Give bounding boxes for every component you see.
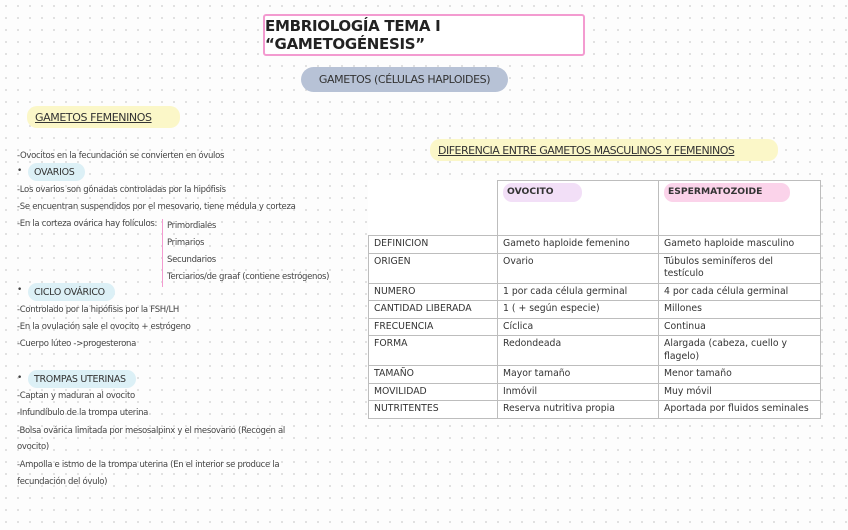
- ovarios-line: -Los ovarios son gónadas controladas por la hipófisis: [17, 185, 226, 195]
- espermatozoide-cell: Menor tamaño: [659, 366, 821, 384]
- ovocito-cell: Gameto haploide femenino: [498, 236, 659, 254]
- espermatozoide-label: ESPERMATOZOIDE: [664, 183, 790, 202]
- table-row: [369, 336, 821, 366]
- table-row: [369, 383, 821, 401]
- subtitle-pill: GAMETOS (CÉLULAS HAPLOIDES): [301, 67, 508, 92]
- ovocito-cell: 1 ( + según especie): [498, 301, 659, 319]
- table-row: [369, 318, 821, 336]
- ovocito-cell: Mayor tamaño: [498, 366, 659, 384]
- ciclo-line: -Cuerpo lúteo ->progesterona: [17, 339, 137, 349]
- trompas-line: -Infundíbulo de la trompa uterina: [17, 408, 149, 418]
- row-label: NUTRITENTES: [369, 401, 498, 419]
- bullet-dot: •: [17, 285, 23, 295]
- row-label: TAMAÑO: [369, 366, 498, 384]
- column-header-ovocito: [498, 181, 659, 236]
- table-row: [369, 283, 821, 301]
- ovarios-line: -En la corteza ovárica hay folículos:: [17, 219, 158, 229]
- ovocito-cell: Redondeada: [498, 336, 659, 366]
- table-row: [369, 366, 821, 384]
- espermatozoide-cell: 4 por cada célula germinal: [659, 283, 821, 301]
- difference-heading: DIFERENCIA ENTRE GAMETOS MASCULINOS Y FEMENINOS: [430, 139, 778, 161]
- row-label: MOVILIDAD: [369, 383, 498, 401]
- follicle-bracket: [162, 219, 163, 287]
- ovarios-line: -Se encuentran suspendidos por el mesovario, tiene médula y corteza: [17, 202, 296, 212]
- follicle-item: Secundarios: [167, 255, 216, 265]
- page-title: EMBRIOLOGÍA TEMA I “GAMETOGÉNESIS”: [263, 14, 585, 56]
- row-label: FORMA: [369, 336, 498, 366]
- follicle-item: Primarios: [167, 238, 205, 248]
- row-label: ORIGEN: [369, 253, 498, 283]
- follicle-item: Primordiales: [167, 221, 217, 231]
- espermatozoide-cell: Alargada (cabeza, cuello y flagelo): [659, 336, 821, 366]
- row-label: NUMERO: [369, 283, 498, 301]
- trompas-line: -Ampolla e istmo de la trompa uterina (En el interior se produce la: [17, 460, 280, 470]
- row-label: CANTIDAD LIBERADA: [369, 301, 498, 319]
- ovocito-cell: Ovario: [498, 253, 659, 283]
- intro-line: -Ovocitos en la fecundación se convierten en óvulos: [17, 151, 225, 161]
- table-corner: [369, 181, 498, 236]
- bullet-dot: •: [17, 373, 23, 383]
- ciclo-heading: CICLO OVÁRICO: [28, 283, 115, 301]
- espermatozoide-cell: Gameto haploide masculino: [659, 236, 821, 254]
- table-row: [369, 401, 821, 419]
- espermatozoide-cell: Muy móvil: [659, 383, 821, 401]
- trompas-line: fecundación del óvulo): [17, 477, 108, 487]
- table-row: [369, 253, 821, 283]
- table-row: [369, 301, 821, 319]
- ovarios-heading: OVARIOS: [28, 163, 85, 181]
- column-header-espermatozoide: [659, 181, 821, 236]
- female-gametes-heading: GAMETOS FEMENINOS: [27, 106, 180, 128]
- trompas-line: -Captan y maduran al ovocito: [17, 391, 135, 401]
- espermatozoide-cell: Túbulos seminíferos del testículo: [659, 253, 821, 283]
- trompas-line: ovocito): [17, 442, 49, 452]
- espermatozoide-cell: Millones: [659, 301, 821, 319]
- ovocito-cell: Reserva nutritiva propia: [498, 401, 659, 419]
- bullet-dot: •: [17, 166, 23, 176]
- table-header-row: [369, 181, 821, 236]
- comparison-table: [368, 180, 821, 419]
- follicle-item: Terciarios/de graaf (contiene estrógenos): [167, 272, 330, 282]
- ovocito-cell: Inmóvil: [498, 383, 659, 401]
- table-row: [369, 236, 821, 254]
- ovocito-cell: 1 por cada célula germinal: [498, 283, 659, 301]
- espermatozoide-cell: Continua: [659, 318, 821, 336]
- ovocito-label: OVOCITO: [503, 183, 582, 202]
- row-label: FRECUENCIA: [369, 318, 498, 336]
- espermatozoide-cell: Aportada por fluidos seminales: [659, 401, 821, 419]
- row-label: DEFINICION: [369, 236, 498, 254]
- trompas-line: -Bolsa ovárica limitada por mesosalpinx y el mesovario (Recogen al: [17, 426, 285, 436]
- ciclo-line: -En la ovulación sale el ovocito + estrógeno: [17, 322, 191, 332]
- ovocito-cell: Cíclica: [498, 318, 659, 336]
- ciclo-line: -Controlado por la hipófisis por la FSH/LH: [17, 305, 179, 315]
- trompas-heading: TROMPAS UTERINAS: [28, 370, 136, 388]
